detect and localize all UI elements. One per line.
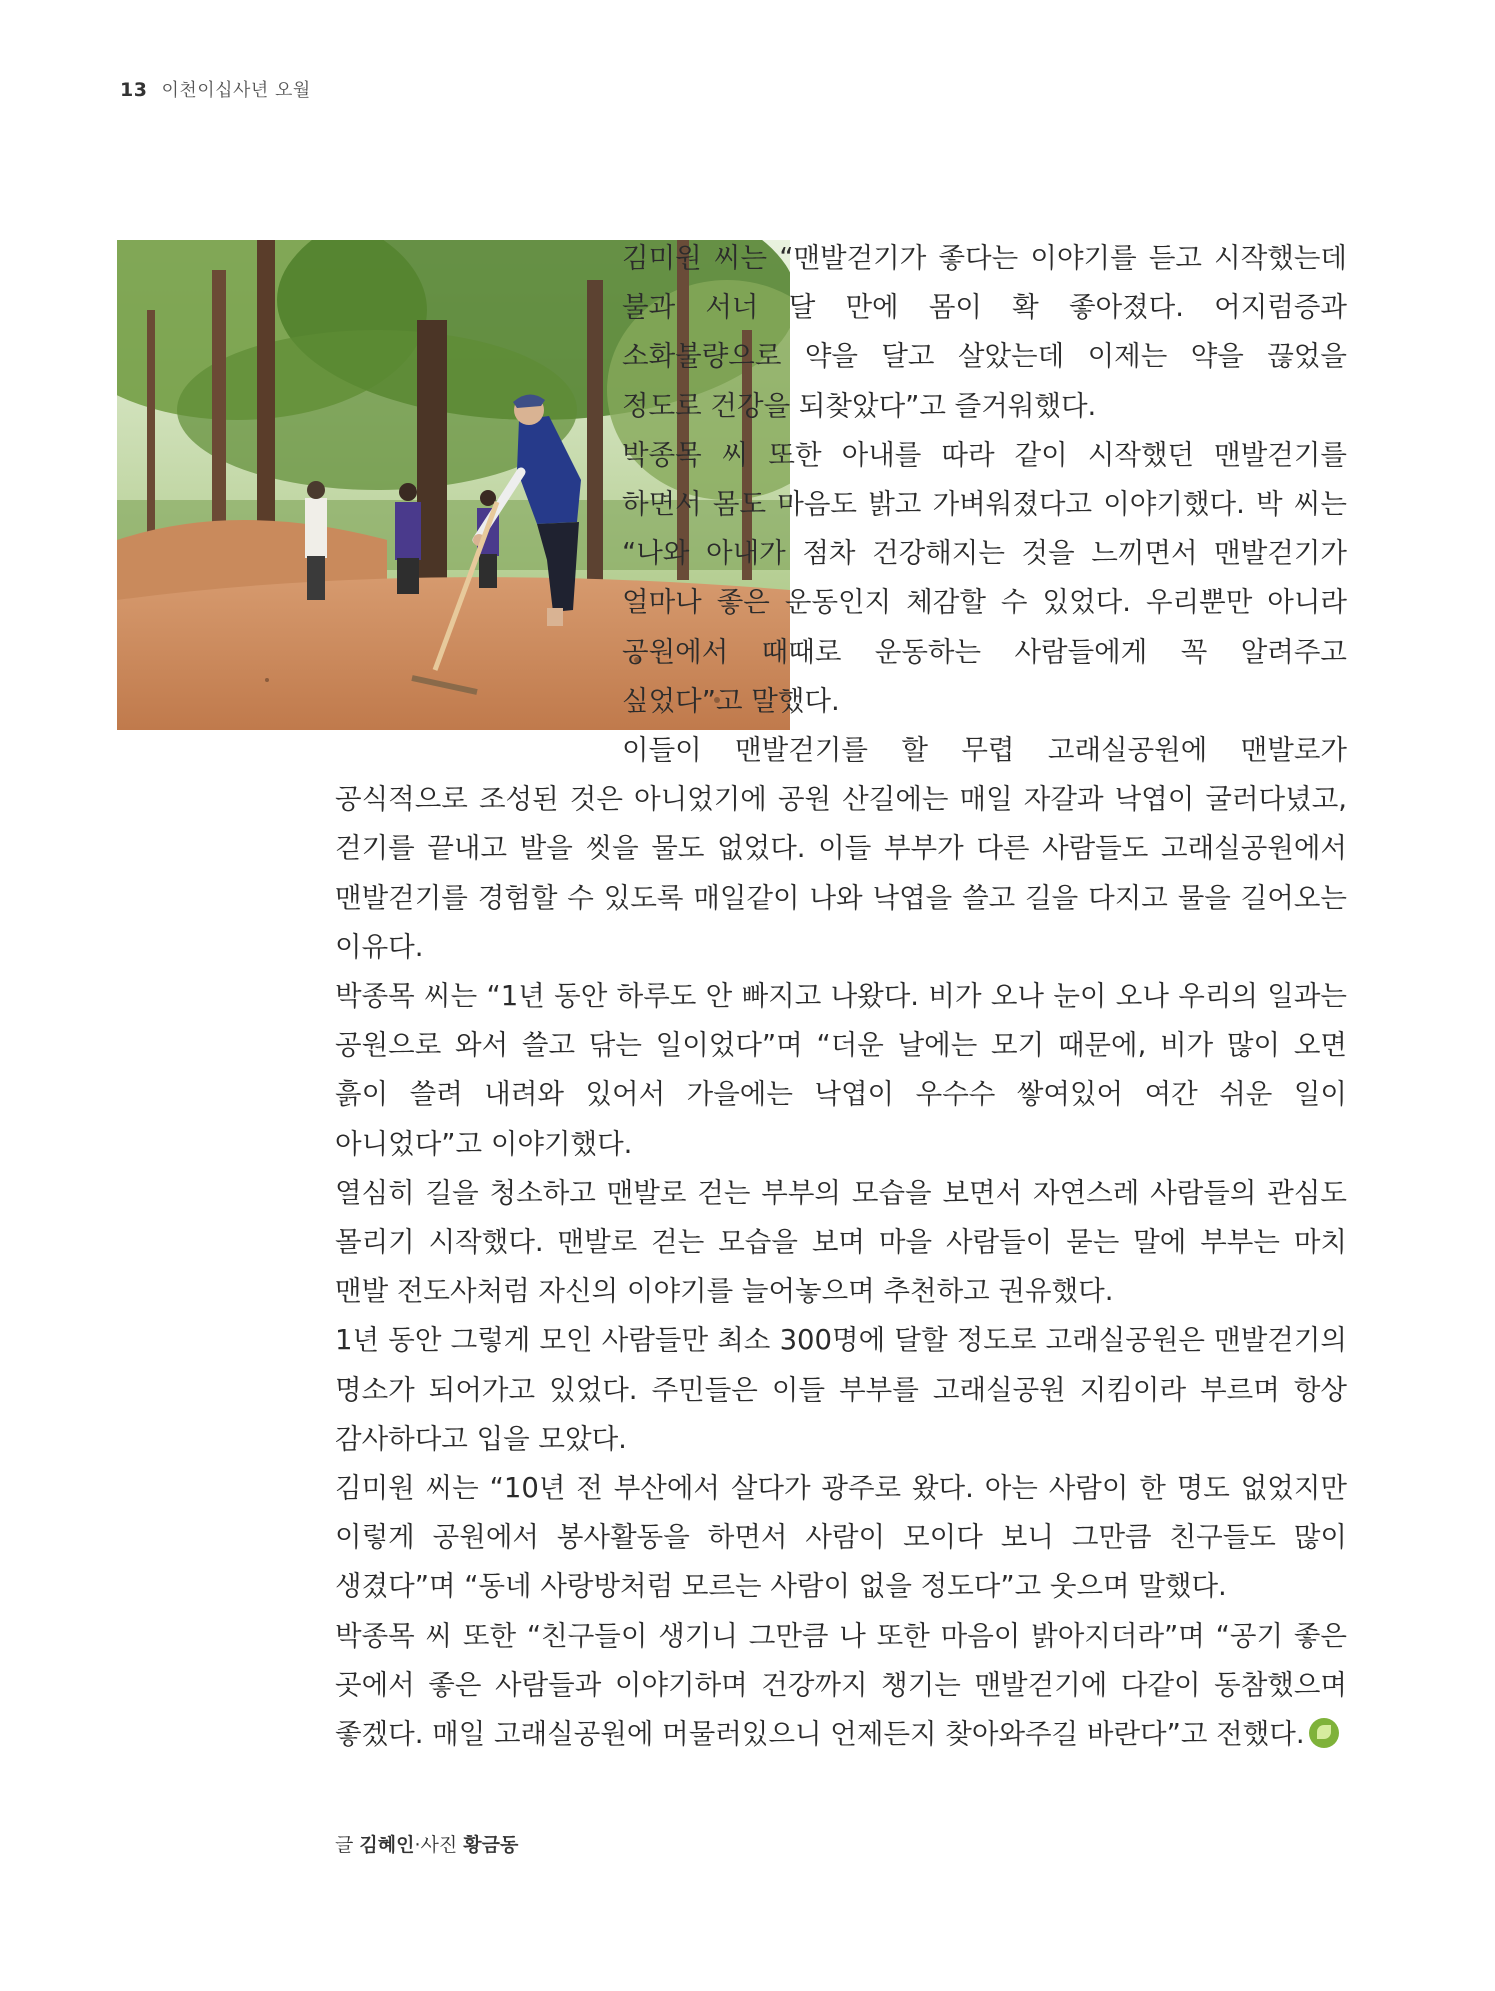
photographer-name: 황금동 (463, 1834, 519, 1856)
issue-label: 이천이십사년 오월 (161, 80, 311, 101)
photo-label: 사진 (420, 1834, 458, 1856)
page-number: 13 (120, 79, 148, 101)
paragraph: 열심히 길을 청소하고 맨발로 걷는 부부의 모습을 보면서 자연스레 사람들의 관심도 몰리기 시작했다. 맨발로 걷는 모습을 보며 마을 사람들이 묻는 말에 부부는 마치 맨발 전도사처럼 자신의 이야기를 늘어놓으며 추천하고 권유했다. (335, 1176, 1347, 1308)
paragraph: 김미원 씨는 “10년 전 부산에서 살다가 광주로 왔다. 아는 사람이 한 명도 없었지만 이렇게 공원에서 봉사활동을 하면서 사람이 모이다 보니 그만큼 친구들도 많이 생겼다”며 “동네 사랑방처럼 모르는 사람이 없을 정도다”고 웃으며 말했다. (335, 1472, 1347, 1603)
paragraph: 김미원 씨는 “맨발걷기가 좋다는 이야기를 듣고 시작했는데 불과 서너 달 만에 몸이 확 좋아졌다. 어지럼증과 소화불량으로 약을 달고 살았는데 이제는 약을 끊었을 정도로 건강을 되찾았다”고 즐거워했다. (622, 242, 1347, 422)
page-header (120, 76, 311, 102)
paragraph: 1년 동안 그렇게 모인 사람들만 최소 300명에 달할 정도로 고래실공원은 맨발걷기의 명소가 되어가고 있었다. 주민들은 이들 부부를 고래실공원 지킴이라 부르며 항상 감사하다고 입을 모았다. (335, 1324, 1347, 1455)
byline-separator: · (414, 1834, 421, 1856)
last-paragraph (335, 1612, 1347, 1760)
paragraph: 이들이 맨발걷기를 할 무렵 고래실공원에 맨발로가 공식적으로 조성된 것은 아니었기에 공원 산길에는 매일 자갈과 낙엽이 굴러다녔고, 걷기를 끝내고 발을 씻을 물도 없었다. 이들 부부가 다른 사람들도 고래실공원에서 맨발걷기를 경험할 수 있도록 매일같이 나와 낙엽을 쓸고 길을 다지고 물을 길어오는 이유다. (335, 734, 1347, 963)
paragraph: 박종목 씨 또한 아내를 따라 같이 시작했던 맨발걷기를 하면서 몸도 마음도 밝고 가벼워졌다고 이야기했다. 박 씨는 “나와 아내가 점차 건강해지는 것을 느끼면서 맨발걷기가 얼마나 좋은 운동인지 체감할 수 있었다. 우리뿐만 아니라 공원에서 때때로 운동하는 사람들에게 꼭 알려주고 싶었다”고 말했다. (622, 438, 1347, 717)
article-body (335, 234, 1347, 1759)
paragraph-text: 박종목 씨 또한 “친구들이 생기니 그만큼 나 또한 마음이 밝아지더라”며 “공기 좋은 곳에서 좋은 사람들과 이야기하며 건강까지 챙기는 맨발걷기에 다같이 동참했으며 좋겠다. 매일 고래실공원에 머물러있으니 언제든지 찾아와주길 바란다”고 전했다. (335, 1619, 1347, 1751)
byline (335, 1830, 518, 1857)
writer-label: 글 (335, 1834, 354, 1856)
writer-name: 김혜인 (359, 1834, 415, 1856)
photo-wrap-spacer (117, 234, 622, 734)
leaf-icon (1309, 1718, 1339, 1748)
paragraph: 박종목 씨는 “1년 동안 하루도 안 빠지고 나왔다. 비가 오나 눈이 오나 우리의 일과는 공원으로 와서 쓸고 닦는 일이었다”며 “더운 날에는 모기 때문에, 비가 많이 오면 흙이 쓸려 내려와 있어서 가을에는 낙엽이 우수수 쌓여있어 여간 쉬운 일이 아니었다”고 이야기했다. (335, 980, 1347, 1160)
